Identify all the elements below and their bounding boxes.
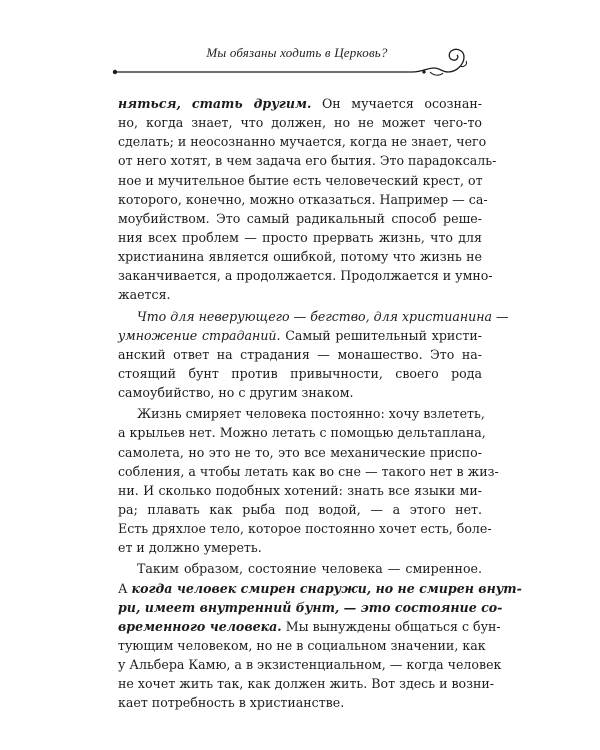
text-line (118, 500, 482, 519)
text-line (118, 151, 497, 170)
text-line (118, 481, 482, 500)
paragraph (118, 307, 509, 403)
text-line (118, 113, 482, 132)
text-line (118, 266, 493, 285)
paragraph (118, 559, 522, 712)
text-segment: христианина является ошибкой, потому что жизнь не (118, 249, 482, 265)
text-line (118, 655, 502, 674)
body-text (118, 94, 522, 713)
text-line (118, 559, 482, 578)
text-line (118, 443, 482, 462)
text-segment: ное и мучительное бытие есть человеческий крест, от (118, 172, 483, 188)
text-line (118, 190, 488, 209)
text-segment: няться, стать другим. (118, 96, 312, 111)
text-segment: стоящий бунт против привычности, своего рода (118, 365, 482, 381)
paragraph (118, 404, 499, 557)
text-segment: самоубийство, но с другим знаком. (118, 385, 354, 401)
text-line (118, 598, 503, 617)
text-line (118, 345, 482, 364)
text-segment: но, когда знает, что должен, но не может чего-то (118, 115, 482, 131)
text-line (118, 383, 482, 402)
text-line (118, 538, 482, 557)
text-segment: не хочет жить так, как должен жить. Вот здесь и возни- (118, 676, 495, 692)
text-segment: сделать; и неосознанно мучается, когда не знает, чего (118, 134, 487, 150)
text-segment: когда человек смирен снаружи, но не смирен внут- (131, 580, 522, 596)
text-line (118, 423, 486, 442)
text-line (118, 404, 485, 423)
text-line (118, 674, 495, 693)
text-segment: умножение страданий. (118, 327, 281, 343)
text-line (118, 693, 482, 712)
text-segment: а крыльев нет. Можно летать с помощью дельтаплана, (118, 425, 486, 441)
text-line (118, 285, 482, 304)
text-line (118, 636, 486, 655)
text-segment: Таким образом, состояние человека — смиренное. (137, 561, 482, 577)
text-segment: Что для неверующего — бегство, для христианина — (137, 308, 509, 324)
text-line (118, 519, 492, 538)
text-line (118, 132, 487, 151)
text-segment: ра; плавать как рыба под водой, — а этого нет. (118, 501, 482, 517)
text-segment: жается. (118, 287, 171, 303)
text-line (118, 326, 482, 345)
text-segment: собления, а чтобы летать как во сне — такого нет в жиз- (118, 463, 499, 479)
text-line (118, 94, 482, 113)
text-line (118, 579, 522, 598)
text-segment: анский ответ на страдания — монашество. Это на- (118, 346, 482, 362)
paragraph (118, 94, 497, 305)
text-segment: у Альбера Камю, а в экзистенциальном, — когда человек (118, 657, 502, 673)
text-segment: кает потребность в христианстве. (118, 695, 345, 711)
text-line (118, 617, 501, 636)
running-header (112, 42, 492, 82)
text-segment: Самый решительный христи- (280, 327, 482, 343)
text-segment: Мы вынуждены общаться с бун- (281, 618, 501, 634)
text-line (118, 364, 482, 383)
text-line (118, 209, 482, 228)
text-segment: ния всех проблем — просто прервать жизнь, что для (118, 229, 482, 245)
text-segment: Он мучается осознан- (311, 96, 482, 111)
text-line (118, 307, 509, 326)
text-segment: от него хотят, в чем задача его бытия. Это парадоксаль- (118, 153, 497, 169)
text-segment: моубийством. Это самый радикальный способ реше- (118, 210, 482, 226)
text-line (118, 171, 482, 190)
text-segment: тующим человеком, но не в социальном значении, как (118, 637, 486, 653)
text-line (118, 247, 482, 266)
text-segment: самолета, но это не то, это все механические приспо- (118, 444, 482, 460)
text-segment: ри, имеет внутренний бунт, — это состояние со- (118, 599, 503, 615)
running-title: Мы обязаны ходить в Церковь? (206, 45, 388, 60)
text-segment: А (118, 580, 132, 596)
text-segment: Жизнь смиряет человека постоянно: хочу взлететь, (137, 406, 485, 422)
text-segment: заканчивается, а продолжается. Продолжается и умно- (118, 268, 493, 284)
text-line (118, 228, 482, 247)
text-line (118, 462, 499, 481)
text-segment: которого, конечно, можно отказаться. Например — са- (118, 191, 488, 207)
text-segment: ет и должно умереть. (118, 540, 262, 556)
text-segment: временного человека. (118, 618, 282, 634)
text-segment: Есть дряхлое тело, которое постоянно хочет есть, боле- (118, 521, 492, 537)
text-segment: ни. И сколько подобных хотений: знать все языки ми- (118, 482, 482, 498)
